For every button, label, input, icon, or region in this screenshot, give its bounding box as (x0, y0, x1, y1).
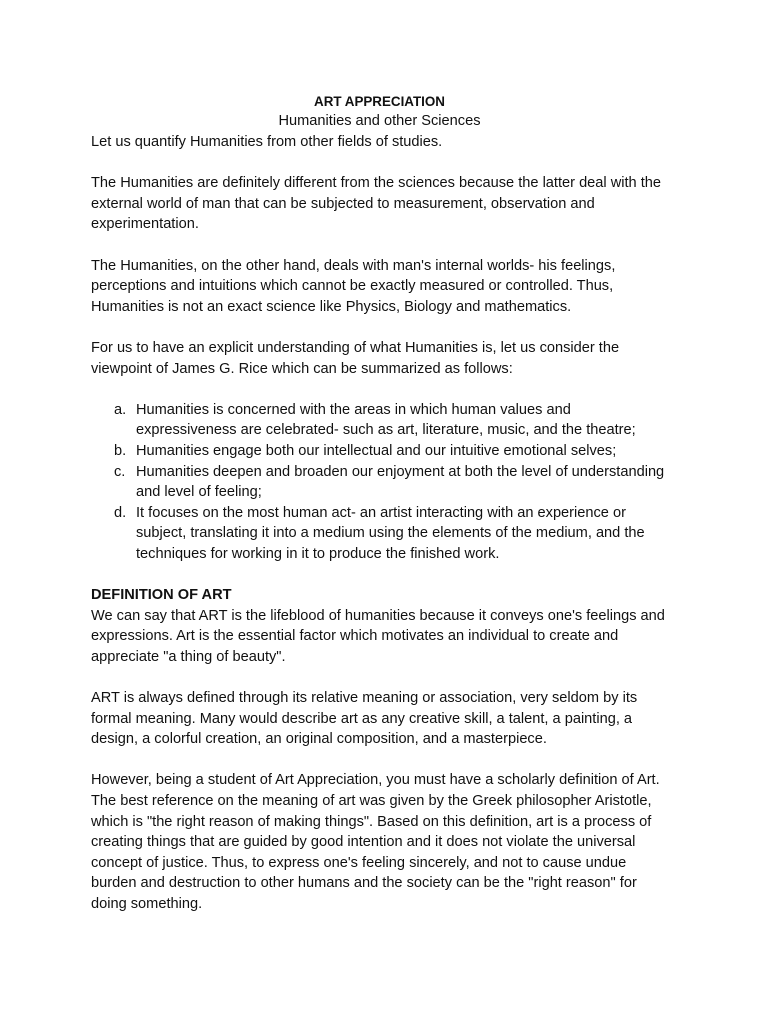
paragraph: However, being a student of Art Appreciation, you must have a scholarly definition of Art. The best reference on the meaning of art was given by the Greek philosopher Aristotle, which is "the right reason of making things". Based on this definition, art is a process of creating things that are guided by good intention and it does not violate the universal concept of justice. Thus, to express one's feeling sincerely, and not to cause undue burden and destruction to other humans and the society can be the "right reason" for doing something. (91, 772, 660, 912)
intro-paragraph: Let us quantify Humanities from other fields of studies. (91, 134, 443, 150)
list-item (114, 462, 668, 503)
list-item-text: It focuses on the most human act- an artist interacting with an experience or subject, translating it into a medium using the elements of the medium, and the techniques for working in it to produce the finished work. (136, 504, 645, 562)
list-item-text: Humanities is concerned with the areas in which human values and expressiveness are celebrated- such as art, literature, music, and the theatre; (136, 401, 636, 439)
list-marker: b. (114, 442, 127, 459)
paragraph: The Humanities, on the other hand, deals with man's internal worlds- his feelings, perceptions and intuitions which cannot be exactly measured or controlled. Thus, Humanities is not an exact science like Physics, Biology and mathematics. (91, 257, 616, 315)
list-item (114, 503, 668, 565)
document-subtitle: Humanities and other Sciences (278, 113, 481, 129)
list-marker: c. (114, 463, 126, 480)
paragraph: ART is always defined through its relative meaning or association, very seldom by its formal meaning. Many would describe art as any creative skill, a talent, a painting, a design, a colorful creation, an original composition, and a masterpiece. (91, 690, 638, 748)
list-item (114, 400, 668, 441)
paragraph: We can say that ART is the lifeblood of humanities because it conveys one's feelings and expressions. Art is the essential factor which motivates an individual to create and appreciate "a thing of beauty". (91, 607, 665, 665)
list-item (114, 441, 668, 462)
section-heading: DEFINITION OF ART (91, 587, 232, 604)
document-title: ART APPRECIATION (314, 94, 445, 109)
list-item-text: Humanities deepen and broaden our enjoyment at both the level of understanding and level of feeling; (136, 463, 665, 501)
list-marker: a. (114, 401, 127, 418)
list-item-text: Humanities engage both our intellectual and our intuitive emotional selves; (136, 442, 617, 459)
rice-viewpoint-list (91, 400, 668, 565)
paragraph: For us to have an explicit understanding of what Humanities is, let us consider the viewpoint of James G. Rice which can be summarized as follows: (91, 339, 620, 377)
list-marker: d. (114, 504, 127, 521)
paragraph: The Humanities are definitely different from the sciences because the latter deal with the external world of man that can be subjected to measurement, observation and experimentation. (91, 175, 662, 233)
